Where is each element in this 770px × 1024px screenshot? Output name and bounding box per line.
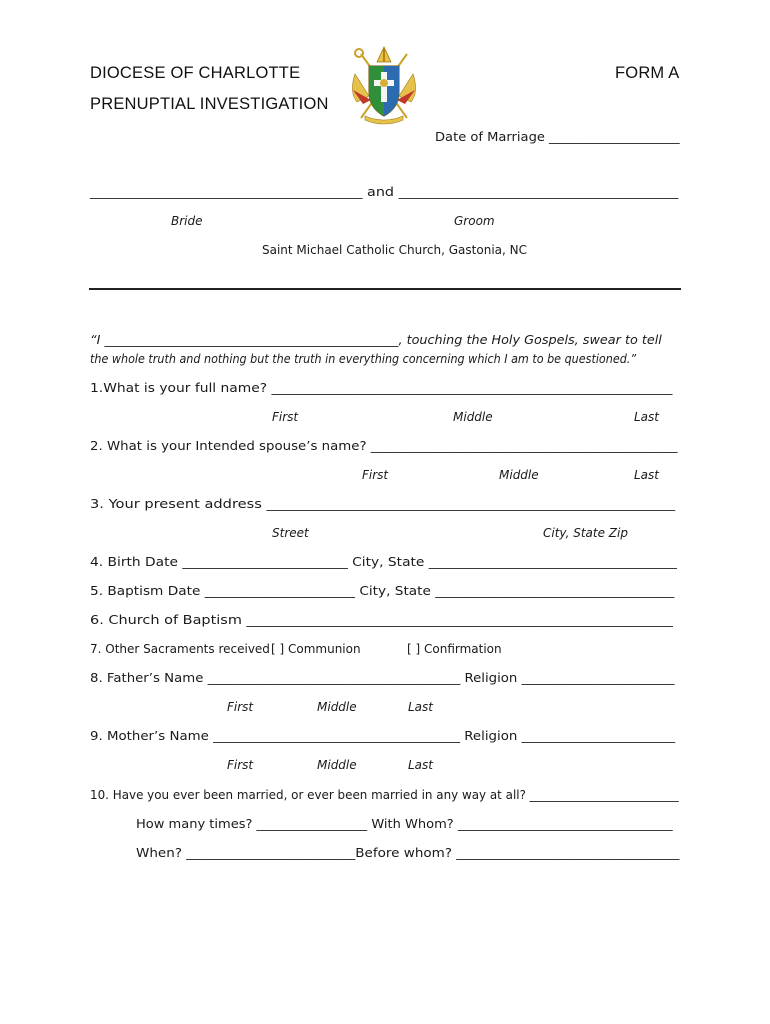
sub-label-last: Last [634, 410, 659, 424]
sub-label-last: Last [408, 700, 433, 714]
other-sacraments-label: 7. Other Sacraments received [90, 642, 270, 656]
form-title: PRENUPTIAL INVESTIGATION [90, 95, 329, 113]
section-divider [89, 288, 681, 290]
marriage-count-field[interactable]: How many times? _________________ With Whom? _________________________________ [136, 817, 673, 831]
church-name: Saint Michael Catholic Church, Gastonia, NC [262, 243, 527, 257]
sub-label-city-state-zip: City, State Zip [543, 526, 628, 540]
sub-label-first: First [227, 700, 254, 714]
communion-checkbox[interactable]: [ ] Communion [271, 642, 361, 656]
birth-date-field[interactable]: 4. Birth Date ________________________ City, State ____________________________________ [90, 555, 677, 569]
previous-marriage-field[interactable]: 10. Have you ever been married, or ever been married in any way at all? _________________________ [90, 788, 679, 802]
sub-label-middle: Middle [453, 410, 493, 424]
sub-label-last: Last [634, 468, 659, 482]
date-of-marriage-field[interactable]: Date of Marriage ____________________ [435, 130, 680, 144]
groom-label: Groom [454, 214, 495, 228]
diocesan-coat-of-arms-icon [347, 44, 421, 126]
baptism-date-field[interactable]: 5. Baptism Date ______________________ City, State ___________________________________ [90, 584, 675, 598]
oath-text: the whole truth and nothing but the truth in everything concerning which I am to be questioned.” [90, 352, 637, 366]
mother-name-field[interactable]: 9. Mother’s Name _____________________________________ Religion _______________________ [90, 729, 676, 743]
church-of-baptism-field[interactable]: 6. Church of Baptism ___________________________________________________________ [90, 613, 673, 627]
present-address-field[interactable]: 3. Your present address ________________________________________________________ [90, 497, 676, 511]
sub-label-middle: Middle [317, 700, 357, 714]
sub-label-first: First [227, 758, 254, 772]
bride-groom-names-field[interactable]: ______________________________________ and _______________________________________ [90, 185, 679, 199]
full-name-field[interactable]: 1.What is your full name? __________________________________________________________ [90, 381, 673, 395]
bride-label: Bride [171, 214, 203, 228]
form-label: FORM A [615, 64, 680, 82]
oath-name-field[interactable]: “I ______________________________________________, touching the Holy Gospels, swear to tell [90, 333, 662, 347]
sub-label-first: First [362, 468, 389, 482]
sub-label-first: First [272, 410, 299, 424]
sub-label-middle: Middle [317, 758, 357, 772]
diocese-title: DIOCESE OF CHARLOTTE [90, 64, 301, 82]
confirmation-checkbox[interactable]: [ ] Confirmation [407, 642, 502, 656]
sub-label-last: Last [408, 758, 433, 772]
spouse-name-field[interactable]: 2. What is your Intended spouse’s name? ______________________________________________ [90, 439, 678, 453]
sub-label-street: Street [272, 526, 309, 540]
father-name-field[interactable]: 8. Father’s Name ______________________________________ Religion _______________________ [90, 671, 675, 685]
sub-label-middle: Middle [499, 468, 539, 482]
marriage-when-field[interactable]: When? _________________________Before whom? _________________________________ [136, 846, 680, 860]
